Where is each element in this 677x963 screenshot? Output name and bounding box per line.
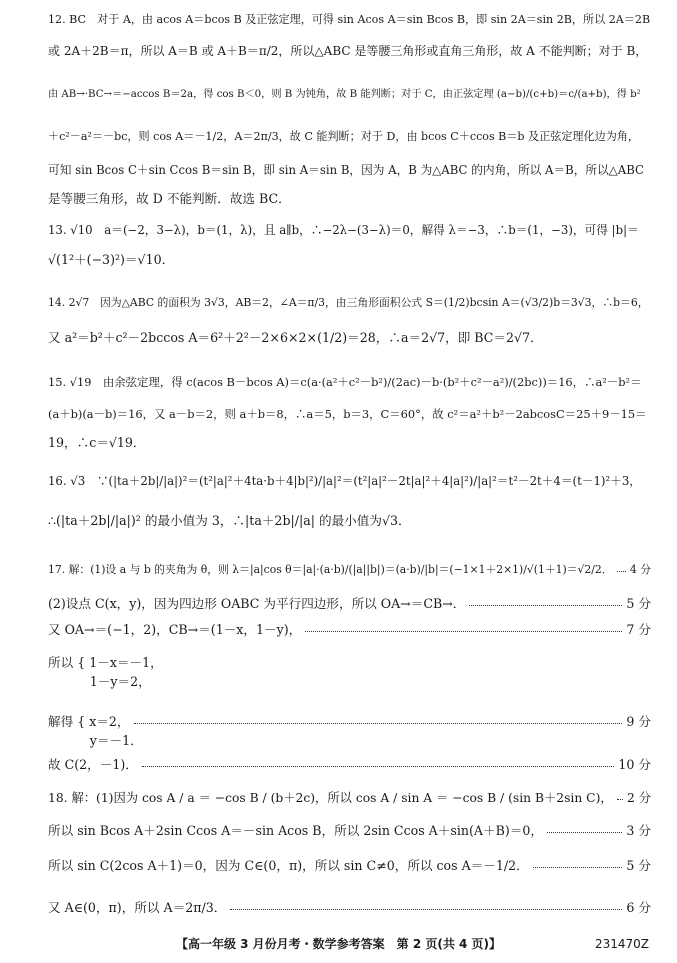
line-15: ∴(|ta＋2b|/|a|)² 的最小值为 3，∴|ta＋2b|/|a| 的最小值为√3． — [48, 513, 411, 528]
line-25-text: 所以 sin Bcos A＋2sin Ccos A＝－sin Acos B，所以 2sin Ccos A＋sin(A＋B)＝0， — [48, 823, 543, 838]
line-6: 是等腰三角形，故 D 不能判断．故选 BC． — [48, 191, 291, 206]
leader-dots — [142, 757, 615, 767]
line-17 — [48, 596, 651, 612]
line-12: (a＋b)(a－b)＝16，又 a－b＝2，则 a＋b＝8，∴a＝5，b＝3，C＝60°，故 c²＝a²＋b²－2abcosC＝25＋9－15＝ — [48, 407, 647, 421]
score-label: 7 分 — [626, 622, 651, 637]
leader-dots — [134, 714, 623, 724]
line-24 — [48, 790, 651, 806]
score-label: 6 分 — [626, 900, 651, 915]
page-footer: 【高一年级 3 月份月考・数学参考答案 第 2 页(共 4 页)】 — [175, 937, 502, 951]
line-16-text: 17. 解：(1)设 a 与 b 的夹角为 θ，则 λ＝|a|cos θ＝|a|·(a·b)/(|a||b|)＝(a·b)/|b|＝(−1×1＋2×1)/√(1＋1)＝√2/2． — [48, 563, 613, 576]
line-1: 12. BC 对于 A，由 acos A＝bcos B 及正弦定理，可得 sin Acos A＝sin Bcos B，即 sin 2A＝sin 2B，所以 2A＝2B — [48, 13, 651, 26]
line-17-text: (2)设点 C(x，y)，因为四边形 OABC 为平行四边形，所以 OA→＝CB→． — [48, 596, 466, 611]
score-label: 10 分 — [618, 757, 651, 772]
line-19: 所以 { 1－x＝－1， — [48, 655, 163, 670]
line-3: 由 AB→·BC→＝−accos B＝2a，得 cos B＜0，则 B 为钝角，故 B 能判断；对于 C，由正弦定理 (a−b)/(c+b)＝c/(a+b)，得 b² — [48, 89, 641, 100]
line-18 — [48, 622, 651, 638]
score-label: 5 分 — [626, 596, 651, 611]
leader-dots — [305, 622, 622, 632]
line-14: 16. √3 ∵(|ta＋2b|/|a|)²＝(t²|a|²＋4ta·b＋4|b|²)/|a|²＝(t²|a|²－2t|a|²＋4|a|²)/|a|²＝t²－2t＋4＝(t－1)²＋3， — [48, 474, 641, 488]
score-label: 3 分 — [626, 823, 651, 838]
line-23-text: 故 C(2，－1)． — [48, 757, 138, 772]
leader-dots — [533, 858, 623, 868]
line-16 — [48, 562, 651, 578]
line-26-text: 所以 sin C(2cos A＋1)＝0，因为 C∈(0，π)，所以 sin C≠0，所以 cos A＝－1/2． — [48, 858, 529, 873]
line-21 — [48, 714, 651, 730]
leader-dots — [230, 900, 622, 910]
line-9: 14. 2√7 因为△ABC 的面积为 3√3，AB＝2，∠A＝π/3，由三角形面积公式 S＝(1/2)bcsin A＝(√3/2)b＝3√3，∴b＝6， — [48, 296, 649, 309]
line-2: 或 2A＋2B＝π，所以 A＝B 或 A＋B＝π/2，所以△ABC 是等腰三角形或直角三角形，故 A 不能判断；对于 B， — [48, 44, 648, 58]
score-label: 9 分 — [626, 714, 651, 729]
line-27 — [48, 900, 651, 916]
line-22: y＝－1． — [48, 733, 143, 748]
line-18-text: 又 OA→＝(−1，2)，CB→＝(1－x，1－y)， — [48, 622, 302, 637]
line-21-text: 解得 { x＝2， — [48, 714, 130, 729]
line-25 — [48, 823, 651, 839]
line-24-text: 18. 解：(1)因为 cos A / a ＝ −cos B / (b＋2c)，所以 cos A / sin A ＝ −cos B / (sin B＋2sin C)， — [48, 791, 613, 805]
score-label: 4 分 — [629, 563, 651, 576]
line-8: √(1²＋(−3)²)＝√10． — [48, 252, 175, 267]
leader-dots — [617, 790, 623, 800]
leader-dots — [469, 596, 622, 606]
document-code: 231470Z — [594, 937, 649, 951]
score-label: 5 分 — [626, 858, 651, 873]
line-26 — [48, 858, 651, 874]
line-10: 又 a²＝b²＋c²－2bccos A＝6²＋2²－2×6×2×(1/2)＝28，∴a＝2√7，即 BC＝2√7． — [48, 330, 543, 345]
line-5: 可知 sin Bcos C＋sin Ccos B＝sin B，即 sin A＝sin B，因为 A，B 为△ABC 的内角，所以 A＝B，所以△ABC — [48, 163, 644, 177]
line-27-text: 又 A∈(0，π)，所以 A＝2π/3． — [48, 900, 227, 915]
line-20: 1－y＝2， — [48, 674, 151, 689]
leader-dots — [547, 823, 622, 833]
line-13: 19，∴c＝√19． — [48, 435, 146, 450]
line-7: 13. √10 a＝(−2，3−λ)，b＝(1，λ)，且 a∥b，∴−2λ−(3−λ)＝0，解得 λ＝−3，∴b＝(1，−3)，可得 |b|＝ — [48, 223, 639, 237]
line-4: ＋c²－a²＝－bc，则 cos A＝－1/2，A＝2π/3，故 C 能判断；对于 D，由 bcos C＋ccos B＝b 及正弦定理化边为角， — [48, 130, 639, 143]
line-11: 15. √19 由余弦定理，得 c(acos B－bcos A)＝c(a·(a²＋c²－b²)/(2ac)－b·(b²＋c²－a²)/(2bc))＝16，∴a²－b²＝ — [48, 375, 642, 389]
score-label: 2 分 — [626, 791, 651, 805]
line-23 — [48, 757, 651, 773]
leader-dots — [617, 562, 626, 572]
